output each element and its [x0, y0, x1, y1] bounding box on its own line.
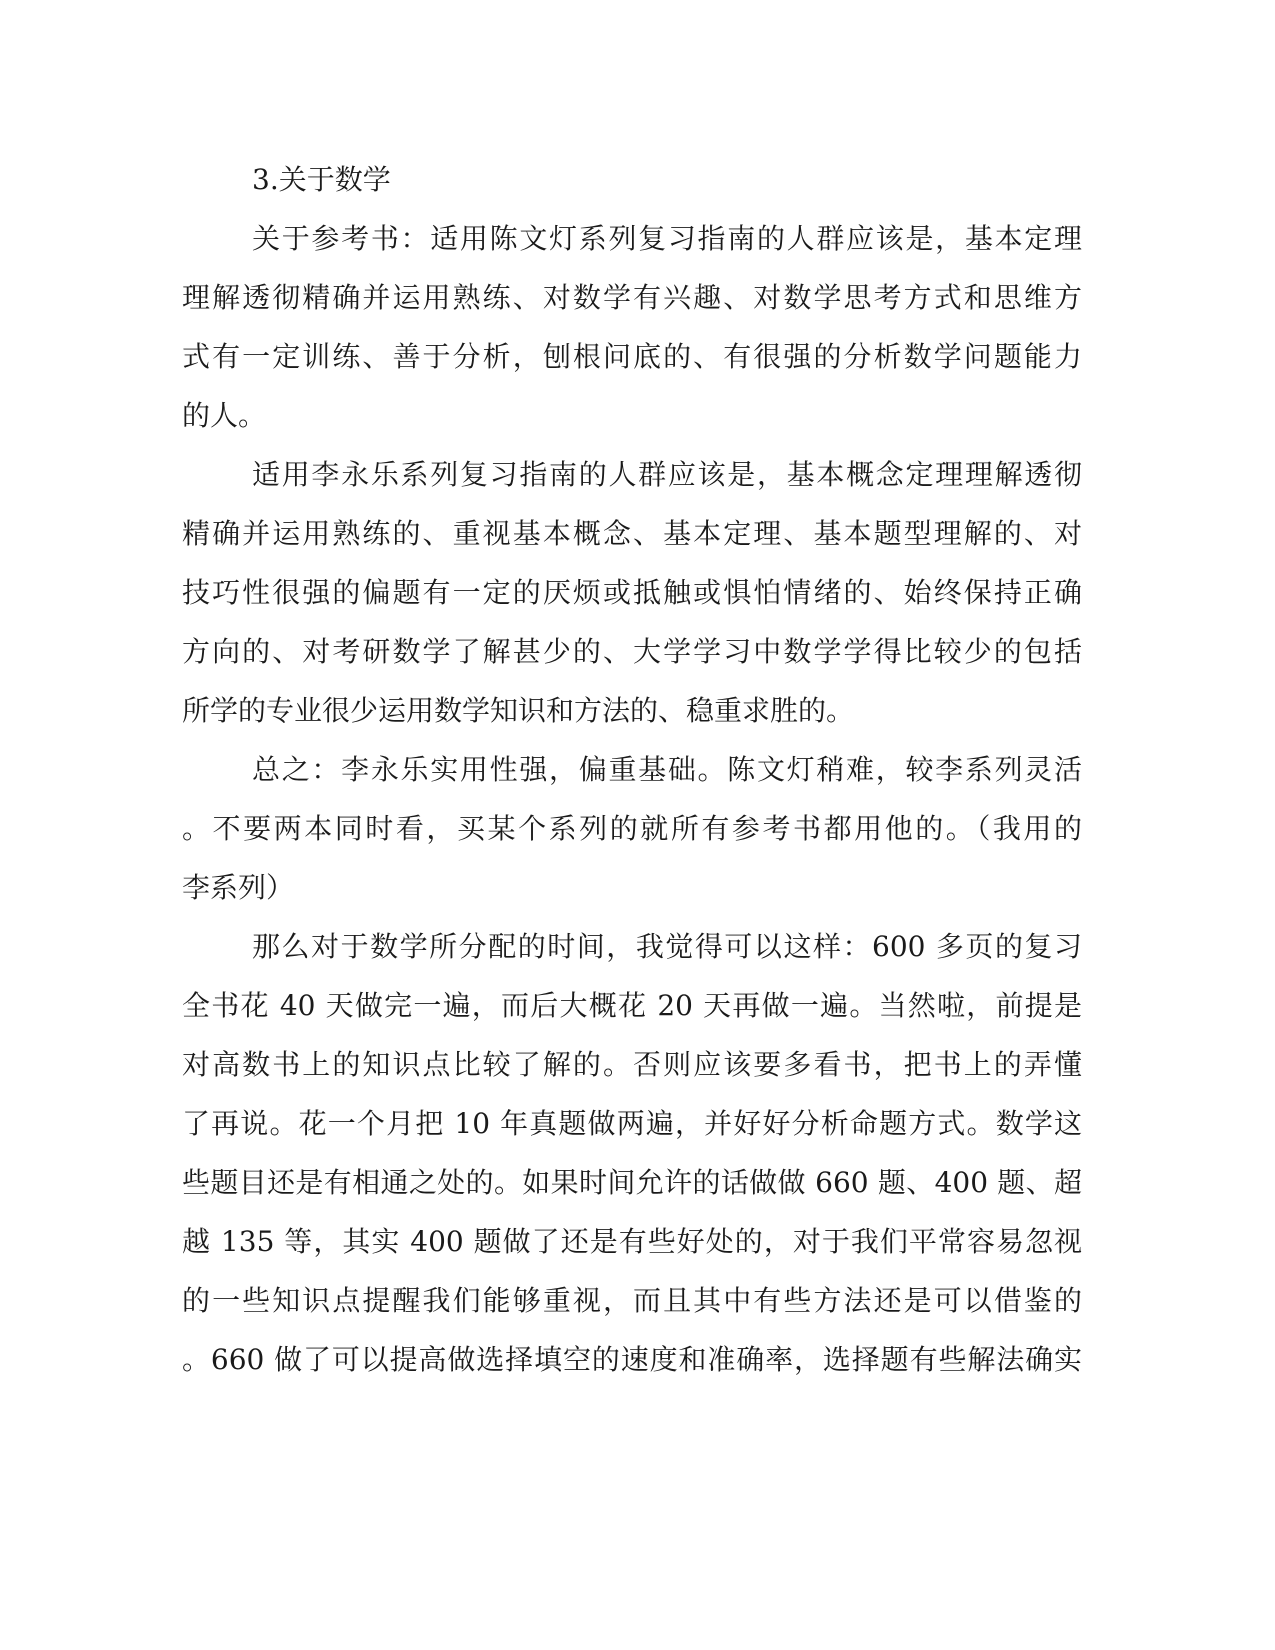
paragraph-line: 方向的、对考研数学了解甚少的、大学学习中数学学得比较少的包括 [182, 635, 1082, 668]
section-heading: 3.关于数学 [252, 163, 391, 196]
paragraph-line: 那么对于数学所分配的时间，我觉得可以这样：600 多页的复习 [252, 930, 1082, 963]
paragraph-line: 。不要两本同时看，买某个系列的就所有参考书都用他的。（我用的 [182, 812, 1082, 845]
paragraph-line: 的人。 [182, 399, 267, 432]
paragraph-line: 。660 做了可以提高做选择填空的速度和准确率，选择题有些解法确实 [182, 1343, 1082, 1376]
paragraph-line: 全书花 40 天做完一遍，而后大概花 20 天再做一遍。当然啦，前提是 [182, 989, 1082, 1022]
paragraph-line: 李系列） [182, 871, 295, 904]
paragraph-line: 对高数书上的知识点比较了解的。否则应该要多看书，把书上的弄懂 [182, 1048, 1082, 1081]
paragraph-line: 的一些知识点提醒我们能够重视，而且其中有些方法还是可以借鉴的 [182, 1284, 1082, 1317]
paragraph-line: 越 135 等，其实 400 题做了还是有些好处的，对于我们平常容易忽视 [182, 1225, 1082, 1258]
paragraph-line: 些题目还是有相通之处的。如果时间允许的话做做 660 题、400 题、超 [182, 1166, 1082, 1199]
paragraph-line: 适用李永乐系列复习指南的人群应该是，基本概念定理理解透彻 [252, 458, 1082, 491]
paragraph-line: 所学的专业很少运用数学知识和方法的、稳重求胜的。 [182, 694, 855, 727]
paragraph-line: 技巧性很强的偏题有一定的厌烦或抵触或惧怕情绪的、始终保持正确 [182, 576, 1082, 609]
paragraph-line: 精确并运用熟练的、重视基本概念、基本定理、基本题型理解的、对 [182, 517, 1082, 550]
paragraph-line: 式有一定训练、善于分析，刨根问底的、有很强的分析数学问题能力 [182, 340, 1082, 373]
paragraph-line: 理解透彻精确并运用熟练、对数学有兴趣、对数学思考方式和思维方 [182, 281, 1082, 314]
paragraph-line: 总之：李永乐实用性强，偏重基础。陈文灯稍难，较李系列灵活 [252, 753, 1082, 786]
paragraph-line: 关于参考书：适用陈文灯系列复习指南的人群应该是，基本定理 [252, 222, 1082, 255]
paragraph-line: 了再说。花一个月把 10 年真题做两遍，并好好分析命题方式。数学这 [182, 1107, 1082, 1140]
